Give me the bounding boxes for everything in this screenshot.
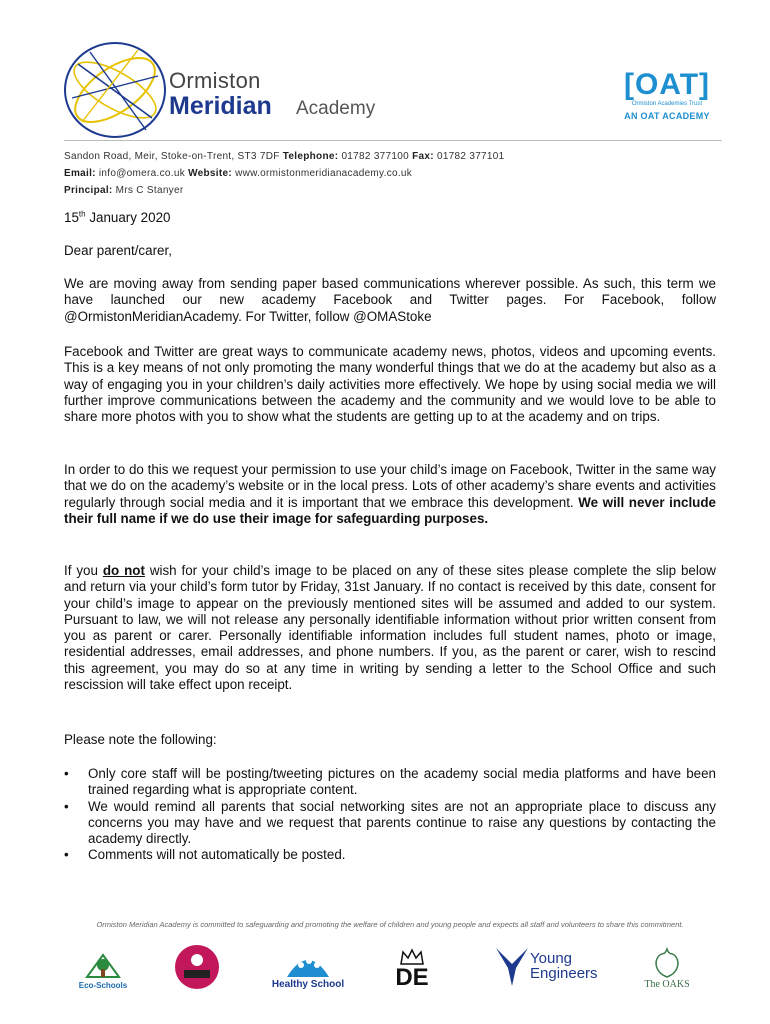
oat-tagline: AN OAT ACADEMY [624,111,710,121]
email-link[interactable]: info@omera.co.uk [98,168,186,179]
contact-line-address [64,151,505,162]
header-divider [64,140,722,141]
date-day: 15 [64,210,79,225]
letter-date [64,210,716,226]
contact-line-principal [64,185,183,196]
paragraph-4 [64,563,716,693]
principal-name: Mrs C Stanyer [115,185,184,196]
date-rest: January 2020 [89,210,171,225]
oat-logo-subtitle: Ormiston Academies Trust [631,101,703,107]
fax: 01782 377101 [436,151,505,162]
dofe-label: DE [395,964,429,991]
healthy-school-label: Healthy School [271,979,345,990]
oat-logo [612,70,722,121]
young-engineers-badge [482,942,600,990]
safeguarding-statement: Ormiston Meridian Academy is committed to safeguarding and promoting the welfare of children and young people and expects all staff and volunteers to share this commitment. [96,920,684,929]
logo-text-meridian: Meridian [169,92,272,120]
dofe-badge [392,942,432,990]
date-suffix: th [78,209,86,219]
eco-active-badge [172,942,222,990]
eco-schools-icon [83,949,123,981]
eco-schools-badge [78,942,128,990]
website-link[interactable]: www.ormistonmeridianacademy.co.uk [235,168,413,179]
list-item: • Comments will not automatically be posted. [64,847,716,863]
paragraph-2: Facebook and Twitter are great ways to communicate academy news, photos, videos and upcoming events. This is a key means of not only promoting the many wonderful things that we do at the academy but also as a way of engaging you in your children’s daily activities more effectively. We hope by using social media we will further improve communications between the academy and the community and we would love to be able to share more photos with you to show what the students are getting up to at the academy and on trips. [64,344,716,425]
principal-label: Principal: [64,185,113,196]
young-engineers-icon [494,944,530,988]
healthy-school-badge [266,942,350,990]
note-heading: Please note the following: [64,732,217,747]
paragraph-3-text: In order to do this we request your permission to use your child’s image on Facebook, Twitter in the same way that we do on the academy’s website or in the local press. Lots of other academy’s share events and activities regularly through social media and it is important that we embrace this development. [64,462,716,510]
list-item: • We would remind all parents that social networking sites are not an appropriate place to discuss any concerns you may have and we request that parents continue to raise any questions by contacting the academy directly. [64,799,716,848]
paragraph-4-start: If you [64,563,98,578]
fax-label: Fax: [412,151,434,162]
the-oaks-label: The OAKS [644,979,690,990]
eco-active-icon [174,944,220,990]
the-oaks-badge [636,942,698,990]
email-label: Email: [64,168,96,179]
address: Sandon Road, Meir, Stoke-on-Trent, ST3 7DF [64,151,280,162]
list-item: • Only core staff will be posting/tweeting pictures on the academy social media platforms and have been trained regarding what is appropriate content. [64,766,716,799]
note-list [64,766,716,864]
logo-text-academy: Academy [296,98,376,119]
paragraph-4-emphasis: do not [102,563,145,578]
young-engineers-label: Young Engineers [530,950,598,982]
paragraph-4-rest: wish for your child’s image to be placed on any of these sites please complete the slip below and return via your child’s form tutor by Friday, 31st January. If no contact is received by this date, consent for your child’s image to appear on the previously mentioned sites will be assumed and added to our system. Pursuant to law, we will not release any personally identifiable information without prior written consent from you as parent or carer. Personally identifiable information includes full student names, photo or image, residential addresses, email addresses, and phone numbers. If you, as the parent or carer, wish to rescind this agreement, you may do so at any time in writing by sending a letter to the School Office and such rescission will take effect upon receipt. [64,563,716,693]
ormiston-logo-icon [60,38,170,142]
website-label: Website: [188,168,232,179]
salutation: Dear parent/carer, [64,243,172,258]
paragraph-3 [64,462,716,527]
eco-schools-label: Eco-Schools [78,981,128,990]
oat-logo-mark: [OAT] [623,68,711,101]
contact-line-email [64,168,412,179]
telephone: 01782 377100 [341,151,409,162]
healthy-school-icon [283,949,333,979]
logo-text-ormiston: Ormiston [169,68,261,93]
paragraph-3-bold: We will never include their full name if we do use their image for safeguarding purposes. [64,494,716,526]
oak-leaf-icon [650,947,684,979]
paragraph-1: We are moving away from sending paper based communications wherever possible. As such, this term we have launched our new academy Facebook and Twitter pages. For Facebook, follow @OrmistonMeridianAcademy. For Twitter, follow @OMAStoke [64,276,716,324]
telephone-label: Telephone: [282,151,339,162]
